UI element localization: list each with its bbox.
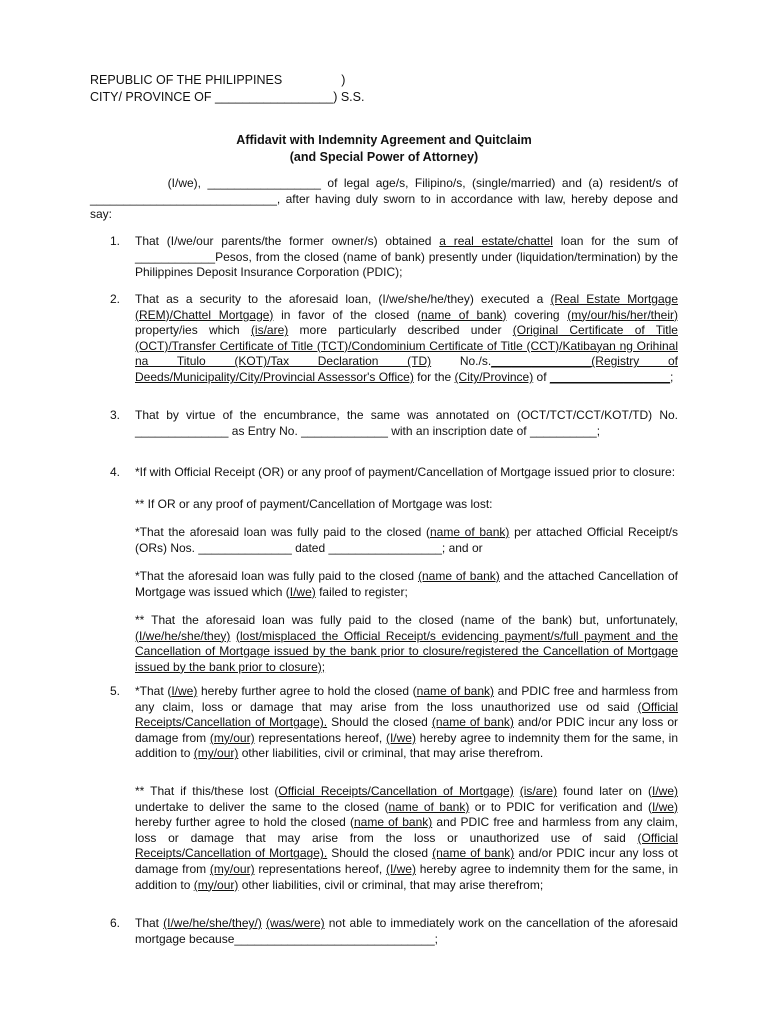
underlined-run: Official Receipts/Cancellation of Mortgage) xyxy=(278,784,514,798)
underlined-run: (name of bank) xyxy=(432,846,515,861)
document-subtitle: (and Special Power of Attorney) xyxy=(289,150,479,164)
text-run: and/or PDIC incur any loss ot damage from xyxy=(135,846,678,876)
text-run: for the xyxy=(413,369,455,384)
text-run: not able to immediately work on the cancellation of the aforesaid mortgage because______________________________; xyxy=(135,916,678,946)
underlined-run: (is/are) xyxy=(519,784,558,798)
item-5-paragraph-a xyxy=(135,684,678,762)
item-4-paragraph-a xyxy=(135,525,678,556)
item-number: 4. xyxy=(110,465,121,479)
text-run: hereby agree to indemnity them for the same, in addition to xyxy=(135,861,679,892)
item-number: 2. xyxy=(110,292,121,306)
underlined-run: (name of bank) xyxy=(417,307,507,322)
text-run: hereby further agree to hold the closed ( xyxy=(197,684,417,698)
underlined-run: (I/we) xyxy=(385,730,416,745)
text-run: of xyxy=(533,369,550,384)
underlined-run: (name of bank) xyxy=(417,569,500,583)
underlined-run: (lost/misplaced the Official Receipt/s evidencing payment/s/full payment and the Cancellation of Mortgage issued by the bank prior to closure/registered the Cancellation of Mortgage issued by the bank prior to closure); xyxy=(135,628,678,674)
text-run: loan for the sum of ____________Pesos, from the closed (name of bank) presently under (liquidation/termination) by the Philippines Deposit Insurance Corporation (PDIC); xyxy=(135,234,678,280)
underlined-run: name of bank) xyxy=(416,684,495,698)
intro-paragraph xyxy=(90,176,682,223)
underlined-run: (is/are) xyxy=(250,323,289,338)
text-run: and the attached Cancellation of Mortgage was issued which ( xyxy=(135,569,678,599)
underlined-run: (my/our/his/her/their) xyxy=(567,307,678,322)
underlined-run: I/we) xyxy=(651,784,678,798)
text-run: and PDIC free and harmless from any claim, loss or damage that may arise from the loss or unauthorized use of said xyxy=(135,815,679,845)
text-run: *That ( xyxy=(135,684,172,698)
underlined-run: (my/our) xyxy=(209,730,255,745)
text-run: That (I/we/our parents/the former owner/s) obtained xyxy=(135,234,440,248)
item-4-condition-with-or: *If with Official Receipt (OR) or any proof of payment/Cancellation of Mortgage issued prior to closure: xyxy=(135,465,676,479)
text-run: found later on ( xyxy=(557,784,652,798)
text-run: ; xyxy=(670,369,674,384)
underlined-run: (my/our) xyxy=(209,861,255,876)
item-number: 3. xyxy=(110,408,121,422)
item-4-paragraph-c xyxy=(135,613,678,675)
text-run: failed to register; xyxy=(315,584,408,599)
text-run: undertake to deliver the same to the closed ( xyxy=(135,799,389,814)
text-run: representations hereof, xyxy=(254,730,386,745)
item-number: 5. xyxy=(110,684,121,698)
text-run: per attached Official Receipt/s (ORs) Nos. ______________ dated _________________; and or xyxy=(135,525,678,555)
underlined-run: (name of bank) xyxy=(431,715,514,730)
text-run: representations hereof, xyxy=(254,861,386,876)
text-run: in favor of the closed xyxy=(273,307,418,322)
underlined-run: (was/were) xyxy=(265,916,325,930)
underlined-run: (I/we/he/she/they) xyxy=(135,628,231,643)
document-title: Affidavit with Indemnity Agreement and Quitclaim xyxy=(236,133,532,147)
text-run: or to PDIC for verification and ( xyxy=(469,799,652,814)
text-run: ** That the aforesaid loan was fully paid to the closed (name of the bank) but, unfortunately, xyxy=(135,613,678,627)
text-run: That as a security to the aforesaid loan, (I/we/she/he/they) executed a xyxy=(135,292,551,306)
text-run: other liabilities, civil or criminal, that may arise therefrom; xyxy=(238,877,544,892)
underlined-run: I/we) xyxy=(171,684,198,698)
underlined-run: (City/Province) xyxy=(454,369,534,384)
text-run: more particularly described under xyxy=(288,323,513,338)
item-number: 1. xyxy=(110,234,121,248)
underlined-run: (my/our) xyxy=(193,877,239,892)
underlined-run: (Original Certificate of Title (OCT)/Transfer Certificate of Title (TCT)/Condominium Certificate of Title (CCT)/Katibayan ng Orihinal na Titulo (KOT)/Tax Declaration (TD) xyxy=(135,323,678,369)
text-run: Should the closed xyxy=(327,846,433,861)
text-run: ** That if this/these lost ( xyxy=(135,784,279,798)
underlined-run: I/we) xyxy=(651,799,678,814)
underlined-run: name of bank) xyxy=(353,815,433,830)
header-city-province-line: CITY/ PROVINCE OF _________________) S.S. xyxy=(90,90,365,104)
underlined-run: (Official Receipts/Cancellation of Mortgage). xyxy=(135,830,678,861)
intro-text: (I/we), _________________ of legal age/s, Filipino/s, (single/married) and (a) resident/s of ____________________________, after having duly sworn to in accordance with law, hereby depose and say: xyxy=(90,176,682,222)
underlined-run: _______________(Registry of Deeds/Municipality/City/Provincial Assessor's Office) xyxy=(135,354,678,384)
text-run: That xyxy=(135,916,164,930)
item-number: 6. xyxy=(110,916,121,930)
text-run: and/or PDIC incur any loss or damage from xyxy=(135,715,678,745)
underlined-run: (Official Receipts/Cancellation of Mortgage). xyxy=(135,699,678,730)
underlined-run: (I/we/he/she/they/) xyxy=(163,916,262,930)
item-4-paragraph-b xyxy=(135,569,678,600)
text-run: hereby further agree to hold the closed ( xyxy=(135,815,354,830)
item-4-condition-lost-or: ** If OR or any proof of payment/Cancellation of Mortgage was lost: xyxy=(135,497,493,511)
text-run: Should the closed xyxy=(327,715,432,730)
text-run: property/ies which xyxy=(135,323,251,338)
text-run: other liabilities, civil or criminal, that may arise therefrom. xyxy=(238,746,544,761)
item-5-paragraph-b xyxy=(135,784,678,893)
underlined-run: (Real Estate Mortgage (REM)/Chattel Mortgage) xyxy=(135,292,678,322)
item-2-text xyxy=(135,292,678,386)
underlined-run: (my/our) xyxy=(193,746,239,761)
underlined-run: name of bank) xyxy=(429,525,510,539)
underlined-run: a real estate/chattel xyxy=(439,234,553,248)
text-run: covering xyxy=(506,307,568,322)
text-run: *That the aforesaid loan was fully paid to the closed ( xyxy=(135,525,430,539)
text-run: No./s. xyxy=(431,354,492,369)
text-run: hereby agree to indemnity them for the same, in addition to xyxy=(135,730,679,761)
underlined-run: (I/we) xyxy=(385,861,416,876)
underlined-run: name of bank) xyxy=(388,799,470,814)
underlined-run: I/we) xyxy=(289,584,316,599)
text-run: *That the aforesaid loan was fully paid to the closed xyxy=(135,569,418,583)
text-run: and PDIC free and harmless from any claim, loss or damage that may arise from the loss unauthorized use od said xyxy=(135,684,678,714)
header-republic-line: REPUBLIC OF THE PHILIPPINES ) xyxy=(90,73,346,87)
item-3-text: That by virtue of the encumbrance, the same was annotated on (OCT/TCT/CCT/KOT/TD) No. ______________ as Entry No. _____________ with an inscription date of __________; xyxy=(135,408,678,438)
item-1-text xyxy=(135,234,678,281)
underlined-run: __________________ xyxy=(549,369,671,384)
item-6-text xyxy=(135,916,678,947)
